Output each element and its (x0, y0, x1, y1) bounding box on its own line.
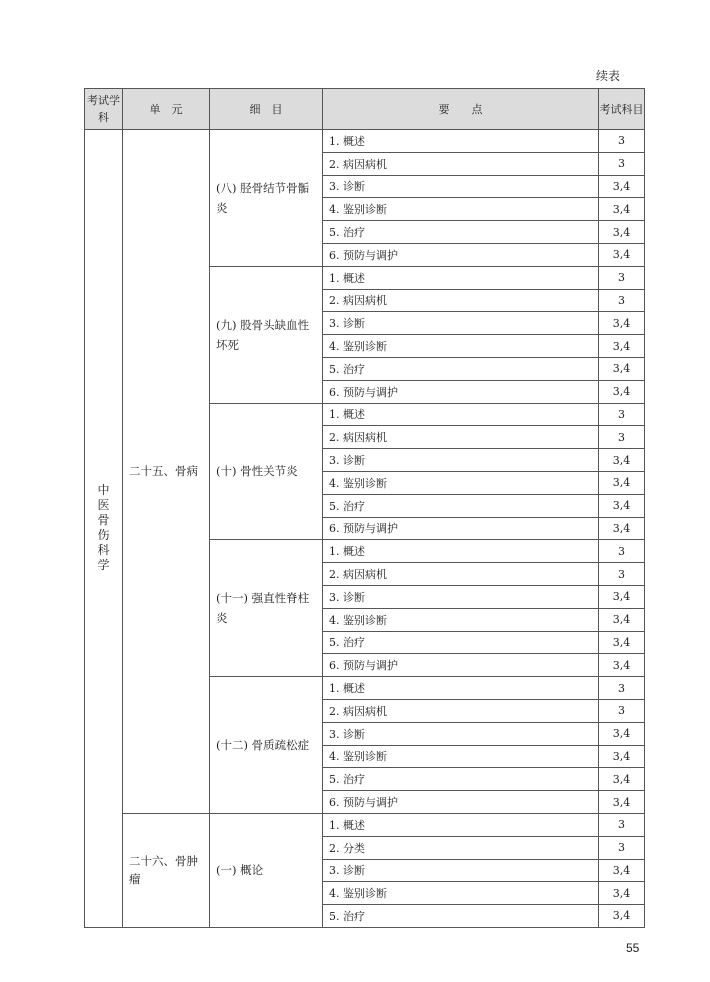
point-cell: 5. 治疗 (323, 357, 599, 380)
point-cell: 3. 诊断 (323, 585, 599, 608)
header-row (85, 89, 645, 130)
header-detail: 细 目 (210, 89, 323, 130)
point-cell: 2. 病因病机 (323, 289, 599, 312)
point-cell: 1. 概述 (323, 130, 599, 153)
continued-label: 续表 (596, 69, 621, 83)
point-cell: 3. 诊断 (323, 449, 599, 472)
level-cell: 3,4 (599, 882, 645, 905)
point-cell: 1. 概述 (323, 813, 599, 836)
point-cell: 6. 预防与调护 (323, 380, 599, 403)
level-cell: 3 (599, 426, 645, 449)
point-cell: 4. 鉴别诊断 (323, 745, 599, 768)
point-cell: 6. 预防与调护 (323, 791, 599, 814)
level-cell: 3 (599, 540, 645, 563)
table-row (85, 130, 645, 153)
point-cell: 4. 鉴别诊断 (323, 198, 599, 221)
level-cell: 3 (599, 699, 645, 722)
level-cell: 3,4 (599, 768, 645, 791)
point-cell: 4. 鉴别诊断 (323, 335, 599, 358)
syllabus-table (84, 88, 645, 928)
point-cell: 2. 病因病机 (323, 699, 599, 722)
point-cell: 4. 鉴别诊断 (323, 882, 599, 905)
point-cell: 1. 概述 (323, 677, 599, 700)
level-cell: 3,4 (599, 585, 645, 608)
point-cell: 1. 概述 (323, 540, 599, 563)
point-cell: 3. 诊断 (323, 175, 599, 198)
point-cell: 3. 诊断 (323, 312, 599, 335)
point-cell: 3. 诊断 (323, 722, 599, 745)
subject-label: 中医骨伤科学 (97, 483, 110, 573)
level-cell: 3,4 (599, 380, 645, 403)
point-cell: 5. 治疗 (323, 631, 599, 654)
table-row (85, 813, 645, 836)
detail-cell: (一) 概论 (210, 813, 323, 927)
detail-cell: (十) 骨性关节炎 (210, 403, 323, 540)
level-cell: 3,4 (599, 243, 645, 266)
detail-cell: (九) 股骨头缺血性坏死 (210, 266, 323, 403)
level-cell: 3,4 (599, 745, 645, 768)
level-cell: 3,4 (599, 312, 645, 335)
point-cell: 1. 概述 (323, 266, 599, 289)
level-cell: 3 (599, 266, 645, 289)
level-cell: 3,4 (599, 471, 645, 494)
detail-cell: (八) 胫骨结节骨骺炎 (210, 130, 323, 267)
subject-cell (85, 130, 123, 928)
point-cell: 4. 鉴别诊断 (323, 608, 599, 631)
point-cell: 1. 概述 (323, 403, 599, 426)
detail-cell: (十一) 强直性脊柱炎 (210, 540, 323, 677)
level-cell: 3,4 (599, 722, 645, 745)
header-unit: 单 元 (123, 89, 210, 130)
point-cell: 6. 预防与调护 (323, 517, 599, 540)
level-cell: 3,4 (599, 654, 645, 677)
point-cell: 5. 治疗 (323, 221, 599, 244)
detail-cell: (十二) 骨质疏松症 (210, 677, 323, 814)
point-cell: 3. 诊断 (323, 859, 599, 882)
page-number: 55 (626, 941, 640, 955)
point-cell: 6. 预防与调护 (323, 243, 599, 266)
point-cell: 6. 预防与调护 (323, 654, 599, 677)
level-cell: 3 (599, 152, 645, 175)
level-cell: 3 (599, 130, 645, 153)
point-cell: 2. 分类 (323, 836, 599, 859)
level-cell: 3,4 (599, 631, 645, 654)
level-cell: 3 (599, 677, 645, 700)
level-cell: 3 (599, 289, 645, 312)
level-cell: 3,4 (599, 859, 645, 882)
level-cell: 3,4 (599, 449, 645, 472)
point-cell: 2. 病因病机 (323, 426, 599, 449)
level-cell: 3,4 (599, 221, 645, 244)
level-cell: 3,4 (599, 494, 645, 517)
level-cell: 3,4 (599, 791, 645, 814)
level-cell: 3,4 (599, 175, 645, 198)
point-cell: 2. 病因病机 (323, 152, 599, 175)
level-cell: 3 (599, 563, 645, 586)
level-cell: 3,4 (599, 905, 645, 928)
header-points: 要 点 (323, 89, 599, 130)
level-cell: 3 (599, 403, 645, 426)
level-cell: 3,4 (599, 198, 645, 221)
level-cell: 3,4 (599, 335, 645, 358)
level-cell: 3,4 (599, 517, 645, 540)
table-body (85, 130, 645, 928)
point-cell: 4. 鉴别诊断 (323, 471, 599, 494)
point-cell: 5. 治疗 (323, 494, 599, 517)
point-cell: 2. 病因病机 (323, 563, 599, 586)
point-cell: 5. 治疗 (323, 905, 599, 928)
unit-cell: 二十五、骨病 (123, 130, 210, 814)
header-subject: 考试学科 (85, 89, 123, 130)
level-cell: 3,4 (599, 608, 645, 631)
level-cell: 3 (599, 836, 645, 859)
header-level: 考试科目 (599, 89, 645, 130)
level-cell: 3,4 (599, 357, 645, 380)
unit-cell: 二十六、骨肿瘤 (123, 813, 210, 927)
level-cell: 3 (599, 813, 645, 836)
point-cell: 5. 治疗 (323, 768, 599, 791)
